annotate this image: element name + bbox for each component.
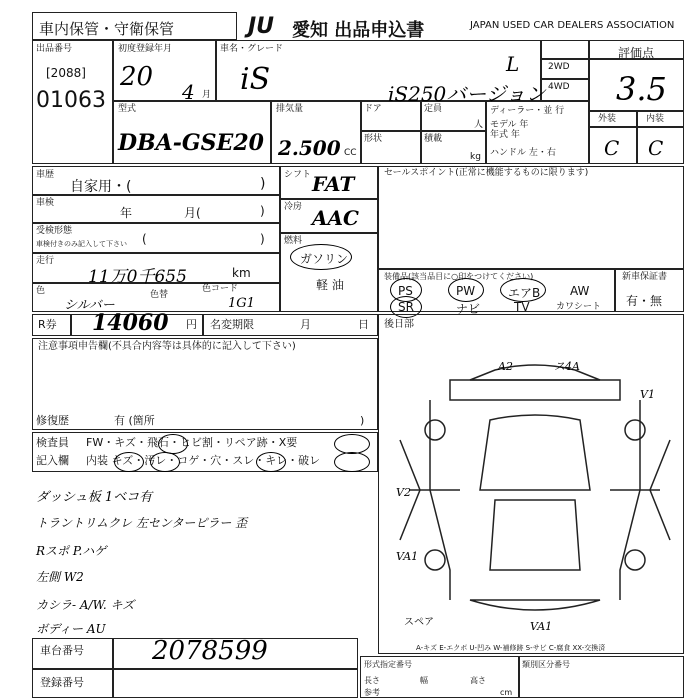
name-change-month: 月 xyxy=(300,318,311,331)
ext-value: C xyxy=(604,136,620,160)
repair-close: ) xyxy=(360,414,365,427)
int-label: 内装 xyxy=(646,114,665,124)
spec-len: 長さ xyxy=(364,676,380,685)
inspector-row2: 内装 キズ・汚レ・コゲ・穴・スレ・キレ・破レ xyxy=(86,454,321,467)
inspector-circle-dirt xyxy=(150,452,180,472)
displacement-unit: CC xyxy=(344,148,357,158)
note-line-1: ダッシュ板 1ベコ有 xyxy=(36,490,153,505)
load-unit: kg xyxy=(470,152,481,162)
model-label: 車名・グレード xyxy=(220,44,284,54)
doors-label: ドア xyxy=(364,104,382,114)
color-change: 色替 xyxy=(150,290,169,300)
jukyo-value: ( xyxy=(142,232,147,246)
fuel-value: ガソリン xyxy=(300,252,349,266)
note-line-5: カシラ- A/W. キズ xyxy=(36,598,135,612)
history-label: 車歴 xyxy=(36,170,55,180)
name-change-label: 名変期限 xyxy=(210,318,254,331)
inspector-circle-scratch xyxy=(114,452,144,472)
color-value: シルバー xyxy=(64,298,115,313)
drive-2wd[interactable]: 2WD xyxy=(548,62,570,72)
displacement-label: 排気量 xyxy=(276,104,304,114)
dealer-line2: モデル 年 xyxy=(490,120,529,130)
dealer-line1: ディーラー・並 行 xyxy=(490,106,565,116)
equip-leather[interactable]: カワシート xyxy=(556,302,602,312)
ju-logo: JU xyxy=(248,14,275,39)
airbag-circle xyxy=(500,278,546,302)
note-line-3: Rスポ P.ハゲ xyxy=(36,544,107,558)
grade-suffix: L xyxy=(506,52,520,76)
fuel-label: 燃料 xyxy=(284,236,303,246)
history-close: ) xyxy=(260,176,266,192)
history-value: 自家用・( xyxy=(70,179,132,195)
inspector-circle-tear xyxy=(334,452,370,472)
spec-ref: 参考 xyxy=(364,688,380,697)
inspector-circle-stone xyxy=(158,434,188,454)
spec-l1: 形式指定番号 xyxy=(364,660,412,669)
jukyo-close: ) xyxy=(260,232,265,246)
model-grade: iS250バージョン xyxy=(388,82,546,106)
reg-label: 初度登録年月 xyxy=(118,44,173,54)
reg-year: 20 xyxy=(120,62,154,92)
note-line-6: ボディー AU xyxy=(36,622,106,636)
equipment-header: 装備品(該当品目に○印をつけてください) xyxy=(384,272,534,281)
reg-month-unit: 月 xyxy=(202,90,212,100)
color-code: 1G1 xyxy=(228,296,255,311)
equip-ps[interactable]: PS xyxy=(398,284,413,298)
equip-airbag[interactable]: エアB xyxy=(508,286,541,300)
mileage-value: 11万0千655 xyxy=(88,267,187,287)
fuel-circle xyxy=(290,244,352,270)
car-diagram xyxy=(390,360,680,633)
chassis-value: 2078599 xyxy=(152,636,268,666)
equip-aw[interactable]: AW xyxy=(570,284,590,298)
equip-navi[interactable]: ナビ xyxy=(456,302,481,316)
mark-va1-left: VA1 xyxy=(396,550,419,563)
type-value: DBA-GSE20 xyxy=(118,130,264,156)
fuel-alt: 軽 油 xyxy=(316,278,344,292)
equip-tv[interactable]: TV xyxy=(514,300,530,314)
inspector-circle-x xyxy=(334,434,370,454)
recycle-row xyxy=(32,314,378,336)
warranty-label: 新車保証書 xyxy=(622,272,668,282)
color-code-label: 色コード xyxy=(202,284,239,294)
inspection-month: 月( xyxy=(184,206,201,220)
inspector-label1: 検査員 xyxy=(36,436,69,449)
note-line-2: トラントリムクレ 左センターピラー 歪 xyxy=(36,516,248,530)
cooling-label: 冷房 xyxy=(284,202,303,212)
type-label: 型式 xyxy=(118,104,137,114)
repair-label: 修復歴 xyxy=(36,414,69,427)
color-label: 色 xyxy=(36,286,46,296)
lot-bracket: [2088] xyxy=(46,66,86,80)
inspection-label: 車検 xyxy=(36,198,55,208)
recycle-label: R券 xyxy=(38,318,57,331)
recycle-value: 14060 xyxy=(92,310,169,336)
lot-number: 01063 xyxy=(36,88,106,113)
mark-a2: A2 xyxy=(498,360,513,373)
back-image-label: 後日部 xyxy=(384,319,414,330)
lot-label: 出品番号 xyxy=(36,44,73,54)
capacity-label: 定員 xyxy=(424,104,443,114)
spec-hgt: 高さ xyxy=(470,676,486,685)
inspection-year: 年 xyxy=(120,206,133,220)
storage-box xyxy=(32,12,237,40)
capacity-unit: 人 xyxy=(474,120,484,130)
cooling-value: AAC xyxy=(312,206,359,230)
notes-label: 注意事項申告欄(不具合内容等は具体的に記入して下さい) xyxy=(38,341,296,352)
mark-v2: V2 xyxy=(396,486,411,499)
dealer-line4: ハンドル 左・右 xyxy=(490,148,556,158)
mark-v1: V1 xyxy=(640,388,655,401)
score-label: 評価点 xyxy=(618,46,655,60)
spec-cm: cm xyxy=(500,688,513,697)
mileage-unit: km xyxy=(232,266,251,280)
registration-label: 登録番号 xyxy=(40,676,84,689)
warranty-value: 有・無 xyxy=(626,294,663,308)
spec-wid: 幅 xyxy=(420,676,428,685)
mileage-label: 走行 xyxy=(36,256,55,266)
model-name: iS xyxy=(240,62,271,97)
legend: A-キズ E-エクボ U-凹み W-補修跡 S-サビ C-腐食 XX-交換済 xyxy=(416,644,606,652)
jukyo-label: 受検形態 xyxy=(36,226,73,236)
drive-4wd[interactable]: 4WD xyxy=(548,82,570,92)
inspection-close: ) xyxy=(260,204,265,218)
inspector-label2: 記入欄 xyxy=(36,454,69,467)
reg-month: 4 xyxy=(182,80,195,104)
displacement-value: 2.500 xyxy=(278,136,341,160)
name-change-day: 日 xyxy=(358,318,369,331)
equip-pw[interactable]: PW xyxy=(456,284,476,298)
spec-l2: 類別区分番号 xyxy=(522,660,570,669)
form-title: 愛知 出品申込書 xyxy=(292,20,425,41)
mark-spare: スペア xyxy=(404,617,434,628)
load-label: 積載 xyxy=(424,134,443,144)
ext-label: 外装 xyxy=(598,114,617,124)
org-name: JAPAN USED CAR DEALERS ASSOCIATION xyxy=(470,20,675,31)
jukyo-sub: 車検付きのみ記入して下さい xyxy=(36,240,127,248)
shift-value: FAT xyxy=(312,172,355,196)
recycle-unit: 円 xyxy=(186,318,197,331)
storage-label: 車内保管・守衛保管 xyxy=(39,20,175,38)
score-value: 3.5 xyxy=(616,70,667,108)
mark-va1-bottom: VA1 xyxy=(530,620,553,633)
inspector-row1: FW・キズ・飛石・ヒビ割・リペア跡・X要 xyxy=(86,436,298,449)
note-line-4: 左側 W2 xyxy=(36,570,84,584)
int-value: C xyxy=(648,136,664,160)
inspector-circle-rub xyxy=(256,452,286,472)
equip-sr[interactable]: SR xyxy=(398,300,414,314)
sales-point-label: セールスポイント(正常に機能するものに限ります) xyxy=(384,168,589,178)
shift-label: シフト xyxy=(284,170,312,180)
dealer-line3: 年式 年 xyxy=(490,130,520,140)
repair-value: 有 (箇所 xyxy=(114,414,155,427)
chassis-label: 車台番号 xyxy=(40,644,84,657)
mark-s4a: ス4A xyxy=(554,360,580,373)
pw-circle xyxy=(448,278,484,302)
shape-label: 形状 xyxy=(364,134,383,144)
